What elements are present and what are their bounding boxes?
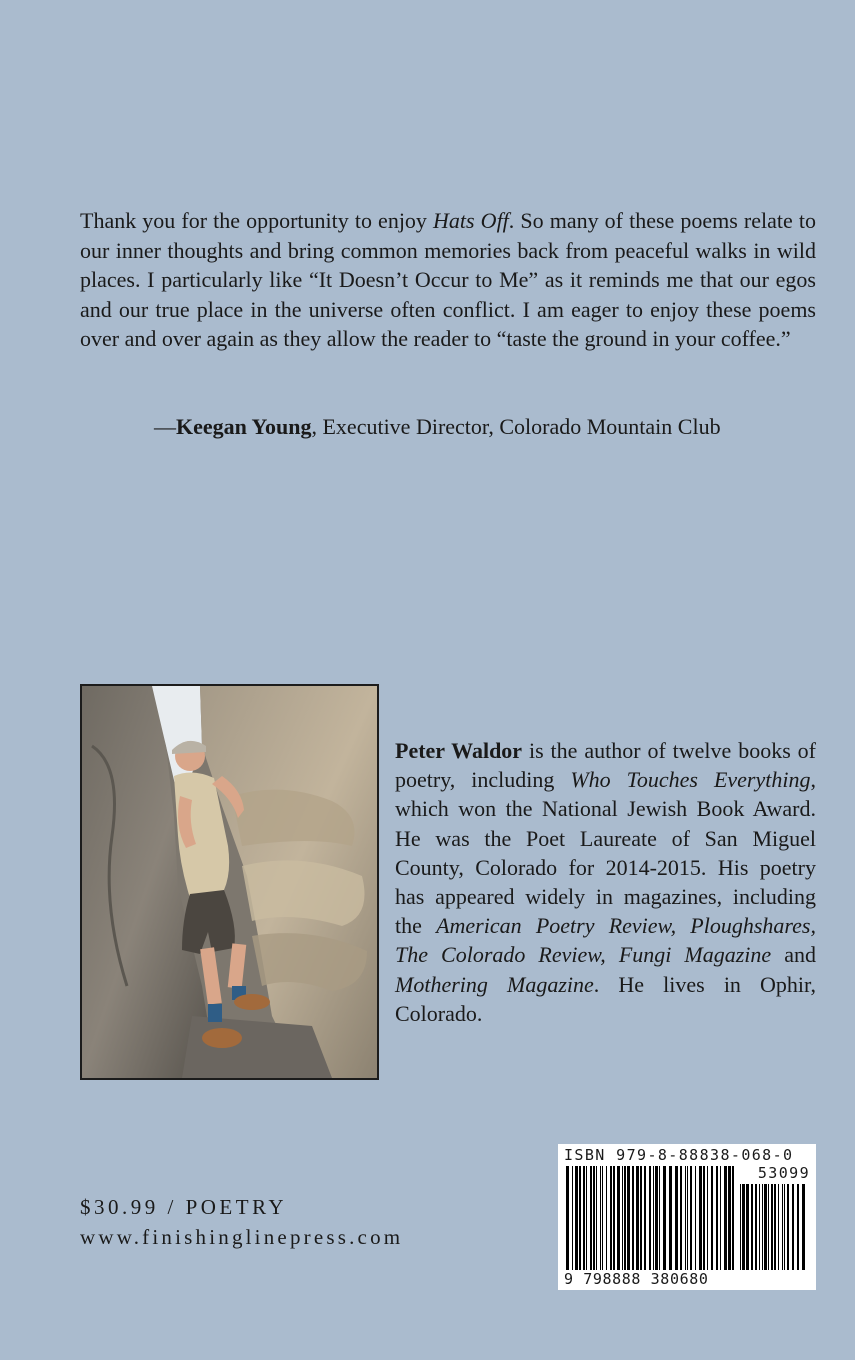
barcode-bar [600,1166,601,1270]
barcode-bar [680,1166,682,1270]
barcode-bar [636,1166,639,1270]
bio-text-1: is the author of twelve books of poetry, including [395,738,817,793]
barcode-bar [663,1166,666,1270]
isbn-label: ISBN 979-8-88838-068-0 [564,1146,794,1164]
price-addon-code: 53099 [757,1164,810,1182]
barcode-bar [655,1166,658,1270]
barcode-bar [762,1184,763,1270]
barcode-bar [690,1166,692,1270]
book-title: Hats Off [433,208,509,233]
author-name: Peter Waldor [395,738,523,763]
barcode-bar [720,1166,721,1270]
author-photo-image [82,686,377,1078]
barcode-bar [669,1166,672,1270]
barcode-bar [575,1166,578,1270]
barcode-bar [649,1166,651,1270]
price-category: $30.99 / POETRY [80,1195,288,1219]
publisher-website: www.finishinglinepress.com [80,1225,404,1249]
bio-text-4: . He lives in Ophir, Colorado. [395,971,816,1026]
barcode-bar [653,1166,654,1270]
bio-text-2: , which won the National Jewish Book Award. He was the Poet Laureate of San Miguel County, Colorado for 2014-2015. His poetry has appeared widely in magazines, including the [395,767,816,939]
barcode-bar [687,1166,688,1270]
barcode-bar [640,1166,642,1270]
barcode-bar [778,1184,779,1270]
barcode-bar [613,1166,615,1270]
endorsement-text [80,206,816,354]
barcode-bar [728,1166,731,1270]
magazine-last: Mothering Magazine [395,971,594,997]
barcode-bar [610,1166,612,1270]
barcode-bar [742,1184,745,1270]
barcode-bar [764,1184,767,1270]
barcode-bar [685,1166,686,1270]
barcode-bar [586,1166,587,1270]
endorser-role: , Executive Director, Colorado Mountain Club [311,414,721,439]
barcode-bar [593,1166,595,1270]
barcode-bar [751,1184,753,1270]
barcode-bar [644,1166,646,1270]
endorsement-attribution [154,412,721,441]
barcode-bar [699,1166,702,1270]
ean-barcode-bars [566,1166,736,1270]
barcode-bar [724,1166,727,1270]
endorser-name: Keegan Young [176,414,312,439]
award-book-title: Who Touches Everything [570,767,811,793]
barcode-bar [695,1166,696,1270]
magazine-list: American Poetry Review, Ploughshares, The Colorado Review, Fungi Magazine [395,913,816,968]
barcode-bar [716,1166,718,1270]
author-bio [395,736,816,1028]
endorsement-part2: . So many of these poems relate to our inner thoughts and bring common memories back from peaceful walks in wild places. I particularly like “It Doesn’t Occur to Me” as it reminds me that our egos and our true place in the universe often conflict. I am eager to enjoy these poems over and over again as they allow the reader to “taste the ground in your coffee.” [80,208,816,351]
barcode-bar [606,1166,607,1270]
barcode-bar [583,1166,585,1270]
author-photo [80,684,379,1080]
barcode-bar [740,1184,741,1270]
barcode-bar [632,1166,634,1270]
barcode-bar [771,1184,773,1270]
barcode-bar [627,1166,630,1270]
ean-number: 9 798888 380680 [564,1270,709,1288]
addon-barcode-bars [740,1184,808,1270]
barcode-bar [759,1184,760,1270]
barcode-bar [602,1166,603,1270]
barcode-bar [590,1166,592,1270]
barcode-bar [703,1166,705,1270]
isbn-barcode [558,1144,816,1290]
endorsement-part1: Thank you for the opportunity to enjoy [80,208,434,233]
barcode-bar [792,1184,794,1270]
barcode-bar [707,1166,708,1270]
barcode-bar [787,1184,789,1270]
barcode-bar [659,1166,660,1270]
barcode-bar [802,1184,805,1270]
barcode-bar [732,1166,734,1270]
barcode-bar [572,1166,573,1270]
barcode-bar [675,1166,678,1270]
barcode-bar [797,1184,799,1270]
barcode-bar [624,1166,626,1270]
bio-text-3: and [771,942,816,968]
barcode-bar [711,1166,713,1270]
attribution-dash: — [154,414,176,439]
barcode-bar [566,1166,569,1270]
barcode-bar [768,1184,769,1270]
barcode-bar [782,1184,783,1270]
barcode-bar [622,1166,623,1270]
barcode-bar [784,1184,785,1270]
barcode-bar [755,1184,757,1270]
barcode-bar [746,1184,749,1270]
barcode-bar [579,1166,581,1270]
barcode-bar [617,1166,620,1270]
barcode-bar [596,1166,597,1270]
barcode-bar [774,1184,776,1270]
